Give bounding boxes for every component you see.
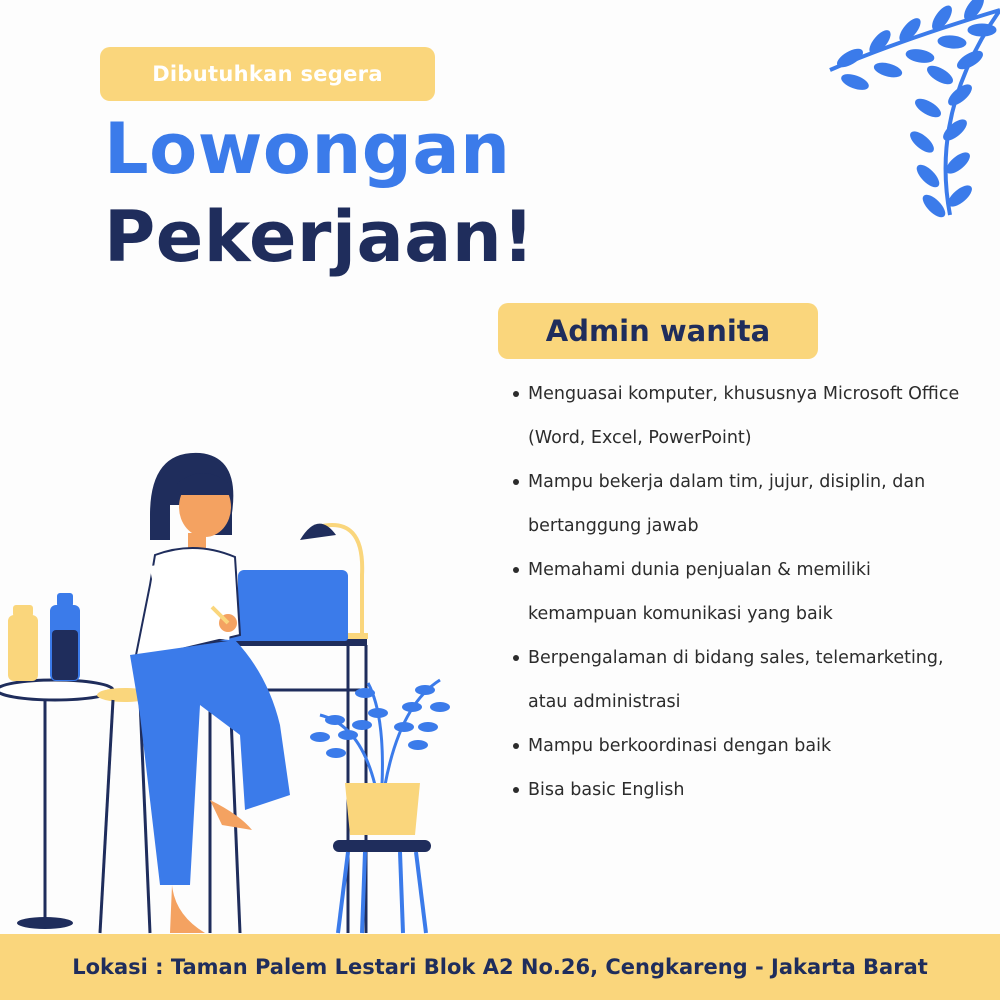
- requirements-list: [508, 372, 968, 812]
- woman-working-on-laptop-illustration: [0, 445, 470, 935]
- list-item: Bisa basic English: [508, 768, 968, 812]
- list-item: Berpengalaman di bidang sales, telemarketing, atau administrasi: [508, 636, 968, 724]
- leaf-branch-icon: [810, 0, 1000, 230]
- page-title-line-1: Lowongan: [104, 108, 511, 190]
- location-footer: Lokasi : Taman Palem Lestari Blok A2 No.26, Cengkareng - Jakarta Barat: [0, 934, 1000, 1000]
- list-item: Memahami dunia penjualan & memiliki kemampuan komunikasi yang baik: [508, 548, 968, 636]
- page-title-line-2: Pekerjaan!: [104, 196, 535, 278]
- list-item: Mampu bekerja dalam tim, jujur, disiplin, dan bertanggung jawab: [508, 460, 968, 548]
- position-title: Admin wanita: [498, 303, 818, 359]
- list-item: Menguasai komputer, khususnya Microsoft Office (Word, Excel, PowerPoint): [508, 372, 968, 460]
- urgent-badge: Dibutuhkan segera: [100, 47, 435, 101]
- list-item: Mampu berkoordinasi dengan baik: [508, 724, 968, 768]
